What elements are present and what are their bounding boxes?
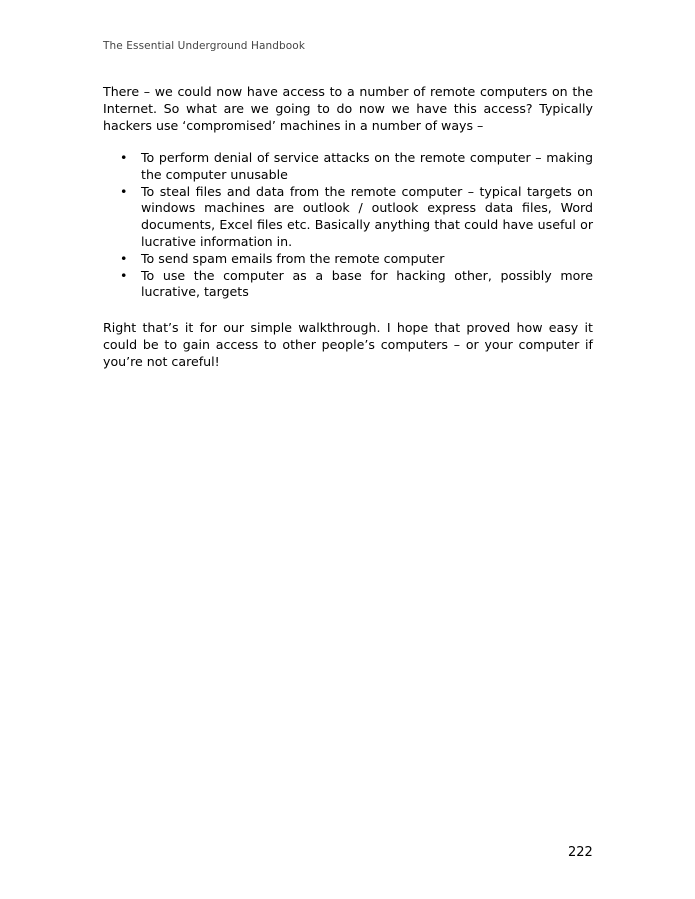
list-item	[103, 184, 593, 251]
bullet-text: To send spam emails from the remote computer	[141, 250, 445, 266]
bullet-text: To steal files and data from the remote computer – typical targets on windows machines are outlook / outlook express data files, Word documents, Excel files etc. Basically anything that could have useful or lucrative information in.	[141, 183, 593, 249]
bullet-text: To perform denial of service attacks on the remote computer – making the computer unusable	[141, 150, 593, 182]
bullet-icon: •	[120, 267, 128, 283]
page-number: 222	[568, 845, 593, 860]
bullet-icon: •	[120, 250, 128, 266]
bullet-text: To use the computer as a base for hacking other, possibly more lucrative, targets	[141, 267, 593, 300]
list-item	[103, 150, 593, 184]
intro-paragraph: There – we could now have access to a number of remote computers on the Internet. So what are we going to do now we have this access? Typically hackers use ‘compromised’ machines in a number of ways –	[103, 84, 593, 133]
list-item	[103, 251, 593, 268]
running-header: The Essential Underground Handbook	[103, 40, 306, 52]
bullet-list-container	[103, 150, 593, 301]
bullet-icon: •	[120, 183, 128, 199]
closing-paragraph: Right that’s it for our simple walkthrough. I hope that proved how easy it could be to gain access to other people’s computers – or your computer if you’re not careful!	[103, 320, 593, 369]
list-item	[103, 268, 593, 302]
bullet-list	[103, 150, 593, 301]
bullet-icon: •	[120, 150, 128, 165]
